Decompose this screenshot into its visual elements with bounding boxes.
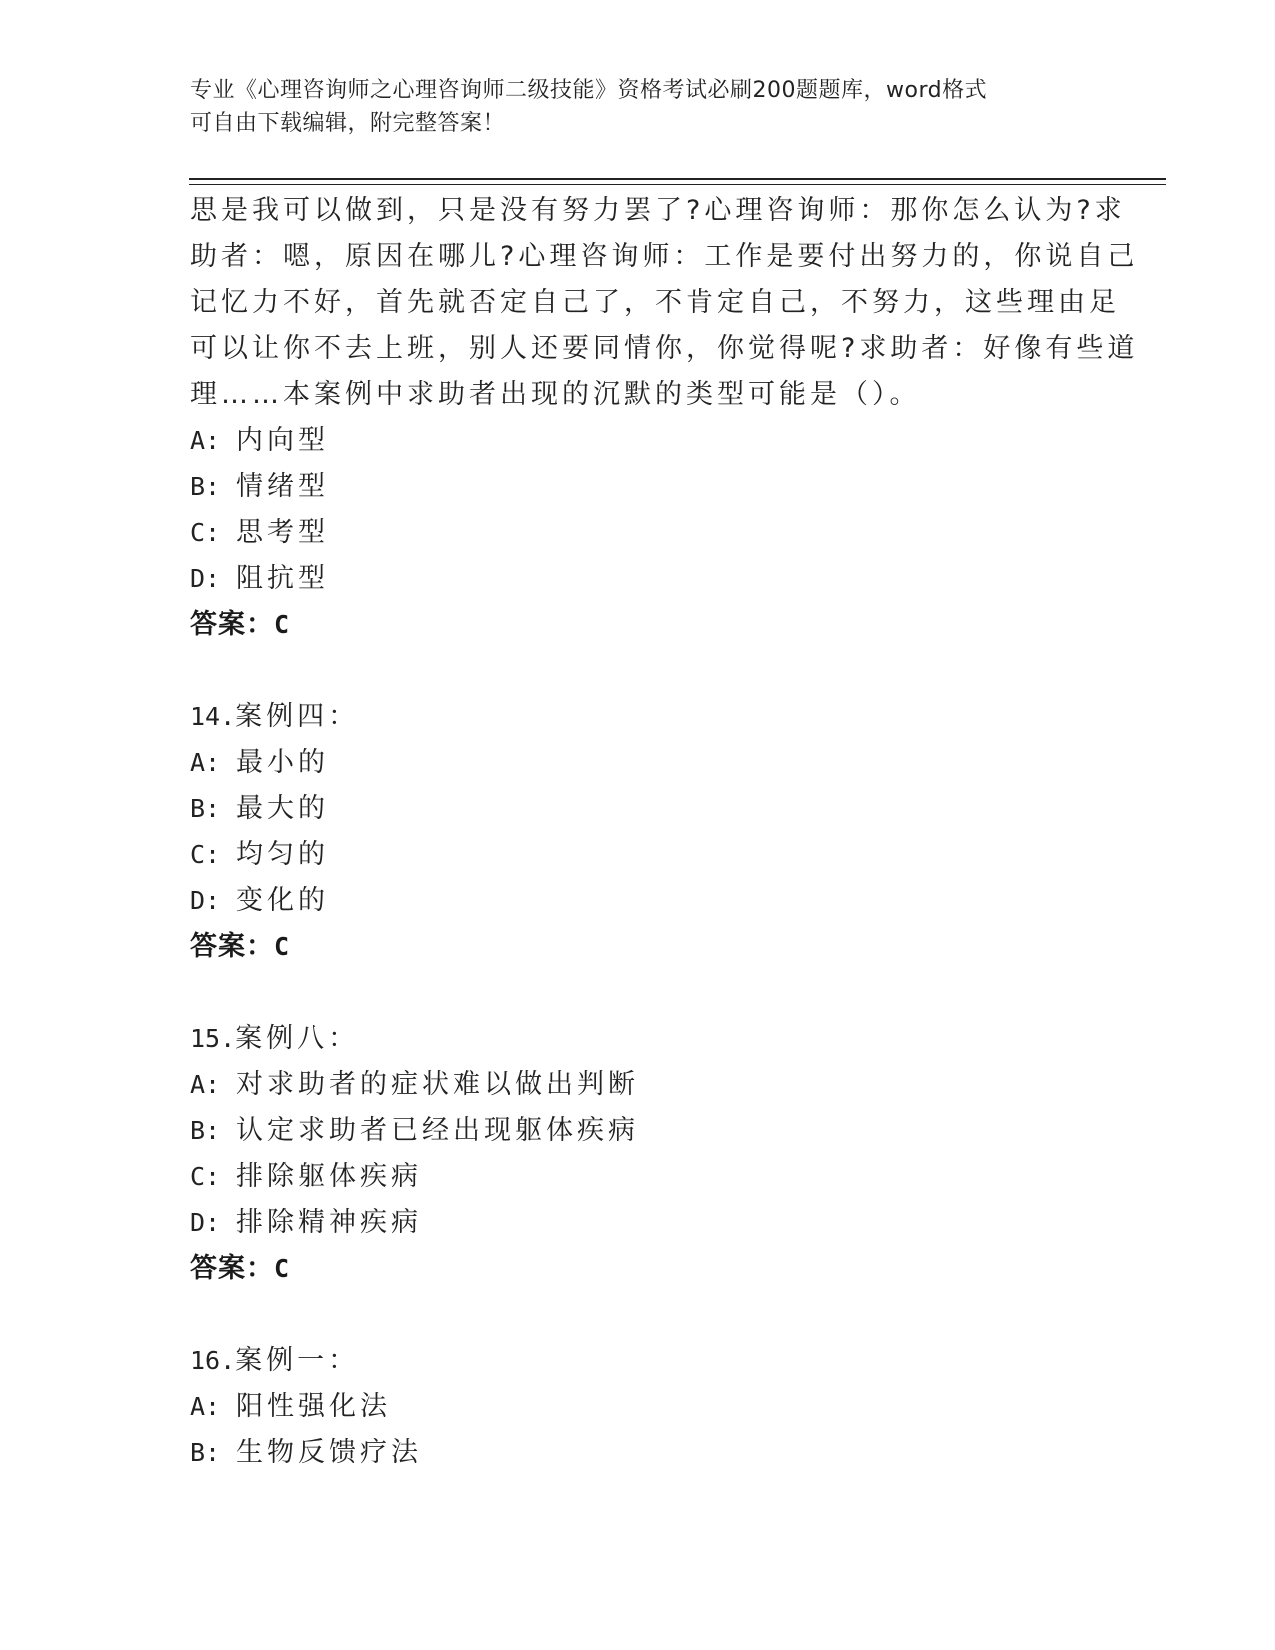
option-text: 排除精神疾病 (236, 1207, 422, 1238)
question-title (190, 1338, 1090, 1384)
question-number: 15. (190, 1024, 236, 1053)
passage-line: 可以让你不去上班，别人还要同情你，你觉得呢?求助者：好像有些道 (190, 333, 1139, 364)
answer-value: C (274, 1254, 291, 1283)
question-text: 案例八： (235, 1023, 360, 1054)
option-text: 情绪型 (236, 471, 329, 502)
passage-line: 思是我可以做到，只是没有努力罢了?心理咨询师：那你怎么认为?求 (190, 195, 1126, 226)
option-text: 最大的 (236, 793, 329, 824)
option-a (190, 1062, 1090, 1108)
option-letter: D: (190, 564, 221, 593)
option-d (190, 1200, 1090, 1246)
spacer (190, 970, 1090, 1016)
option-letter: D: (190, 886, 221, 915)
option-letter: A: (190, 1070, 221, 1099)
option-letter: B: (190, 794, 221, 823)
question-text: 案例一： (235, 1345, 360, 1376)
option-text: 内向型 (236, 425, 329, 456)
passage-line: 记忆力不好，首先就否定自己了，不肯定自己，不努力，这些理由足 (190, 287, 1120, 318)
option-text: 认定求助者已经出现躯体疾病 (236, 1115, 639, 1146)
option-letter: A: (190, 1392, 221, 1421)
option-text: 阻抗型 (236, 563, 329, 594)
option-letter: C: (190, 518, 221, 547)
option-text: 生物反馈疗法 (236, 1437, 422, 1468)
option-c (190, 1154, 1090, 1200)
header-title-line-2: 可自由下载编辑，附完整答案！ (190, 111, 506, 136)
spacer (190, 648, 1090, 694)
answer-line (190, 1246, 1090, 1292)
option-a (190, 1384, 1090, 1430)
option-letter: C: (190, 840, 221, 869)
option-b (190, 1108, 1090, 1154)
option-text: 思考型 (236, 517, 329, 548)
option-a (190, 740, 1090, 786)
option-a (190, 418, 1090, 464)
option-letter: D: (190, 1208, 221, 1237)
option-letter: B: (190, 1438, 221, 1467)
answer-value: C (274, 932, 291, 961)
header-title-line-1: 专业《心理咨询师之心理咨询师二级技能》资格考试必刷200题题库，word格式 (190, 78, 988, 103)
header-divider-thick (189, 178, 1166, 180)
option-text: 变化的 (236, 885, 329, 916)
option-text: 排除躯体疾病 (236, 1161, 422, 1192)
answer-label: 答案： (190, 1253, 274, 1284)
option-b (190, 1430, 1090, 1476)
option-text: 对求助者的症状难以做出判断 (236, 1069, 639, 1100)
option-text: 最小的 (236, 747, 329, 778)
option-d (190, 878, 1090, 924)
passage-line: 理……本案例中求助者出现的沉默的类型可能是（）。 (190, 379, 921, 410)
question-title (190, 1016, 1090, 1062)
document-body (190, 188, 1139, 1476)
option-letter: C: (190, 1162, 221, 1191)
option-letter: A: (190, 748, 221, 777)
passage-line: 助者：嗯，原因在哪儿?心理咨询师：工作是要付出努力的，你说自己 (190, 241, 1139, 272)
option-letter: A: (190, 426, 221, 455)
answer-label: 答案： (190, 609, 274, 640)
document-header (190, 74, 1070, 140)
question-number: 16. (190, 1346, 236, 1375)
question-number: 14. (190, 702, 236, 731)
header-divider-thin (189, 184, 1166, 185)
spacer (190, 1292, 1090, 1338)
answer-line (190, 602, 1090, 648)
option-c (190, 832, 1090, 878)
option-letter: B: (190, 472, 221, 501)
question-text: 案例四： (235, 701, 360, 732)
option-letter: B: (190, 1116, 221, 1145)
question-title (190, 694, 1090, 740)
answer-value: C (274, 610, 291, 639)
option-d (190, 556, 1090, 602)
option-text: 阳性强化法 (236, 1391, 391, 1422)
answer-label: 答案： (190, 931, 274, 962)
option-b (190, 464, 1090, 510)
option-c (190, 510, 1090, 556)
answer-line (190, 924, 1090, 970)
option-text: 均匀的 (236, 839, 329, 870)
option-b (190, 786, 1090, 832)
